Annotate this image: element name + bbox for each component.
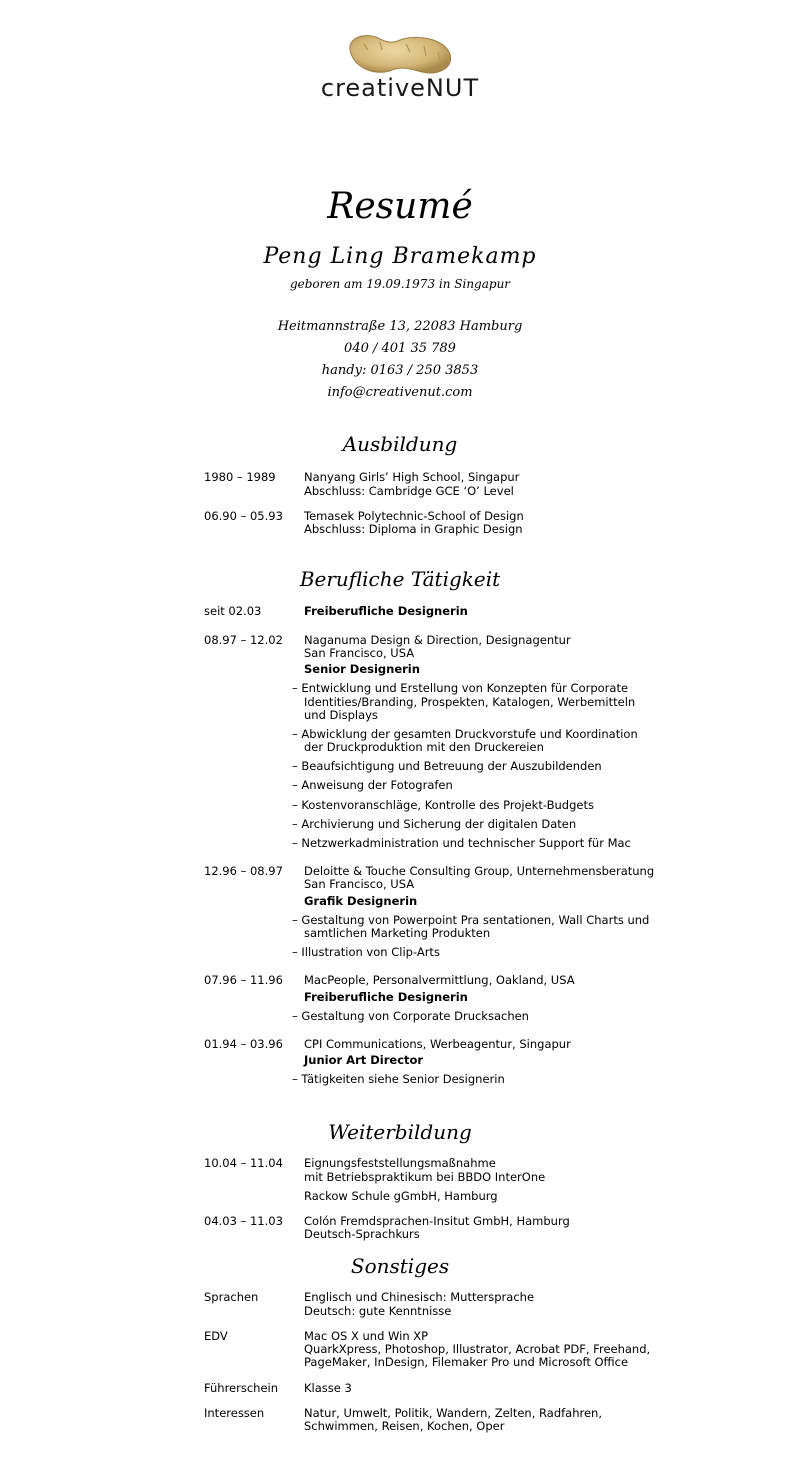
job-title: Grafik Designerin bbox=[304, 894, 418, 908]
entry-date: 01.94 – 03.96 bbox=[204, 1037, 283, 1051]
mobile: handy: 0163 / 250 3853 bbox=[321, 363, 479, 378]
entry-line: Deutsch: gute Kenntnisse bbox=[304, 1304, 452, 1318]
address: Heitmannstraße 13, 22083 Hamburg bbox=[277, 319, 523, 334]
bullet-item: – Tätigkeiten siehe Senior Designerin bbox=[292, 1072, 505, 1086]
bullet-item: – Entwicklung und Erstellung von Konzepten für Corporate bbox=[292, 681, 629, 695]
bullet-item: – Archivierung und Sicherung der digitalen Daten bbox=[292, 817, 577, 831]
entry-line: mit Betriebspraktikum bei BBDO InterOne bbox=[304, 1170, 546, 1184]
entry-label: Führerschein bbox=[204, 1381, 279, 1395]
entry-line: PageMaker, InDesign, Filemaker Pro und Microsoft Office bbox=[304, 1355, 629, 1369]
entry-line: Colón Fremdsprachen-Insitut GmbH, Hamburg bbox=[304, 1214, 570, 1228]
section-heading-weiterbildung: Weiterbildung bbox=[328, 1120, 472, 1144]
logo-wordmark: creativeNUT bbox=[320, 74, 480, 102]
job-title: Senior Designerin bbox=[304, 662, 420, 676]
person-name: Peng Ling Bramekamp bbox=[263, 244, 537, 269]
bullet-item: – Gestaltung von Corporate Drucksachen bbox=[292, 1009, 529, 1023]
bullet-item: – Kostenvoranschläge, Kontrolle des Projekt-Budgets bbox=[292, 798, 594, 812]
entry-line: Temasek Polytechnic-School of Design bbox=[304, 509, 524, 523]
entry-line: CPI Communications, Werbeagentur, Singapur bbox=[304, 1037, 571, 1051]
entry-line: Abschluss: Diploma in Graphic Design bbox=[304, 522, 523, 536]
entry-line: Nanyang Girls’ High School, Singapur bbox=[304, 470, 520, 484]
entry-line: Abschluss: Cambridge GCE ‘O’ Level bbox=[304, 484, 514, 498]
bullet-item: – Anweisung der Fotografen bbox=[292, 778, 453, 792]
entry-line: San Francisco, USA bbox=[304, 646, 415, 660]
entry-line: Schwimmen, Reisen, Kochen, Oper bbox=[304, 1419, 505, 1433]
entry-date: 06.90 – 05.93 bbox=[204, 509, 283, 523]
entry-date: 07.96 – 11.96 bbox=[204, 973, 283, 987]
bullet-item: – Abwicklung der gesamten Druckvorstufe und Koordination bbox=[292, 727, 638, 741]
entry-date: 1980 – 1989 bbox=[204, 470, 276, 484]
job-title: Freiberufliche Designerin bbox=[304, 604, 468, 618]
entry-line: Natur, Umwelt, Politik, Wandern, Zelten, Radfahren, bbox=[304, 1406, 602, 1420]
entry-line: Deloitte & Touche Consulting Group, Unternehmensberatung bbox=[304, 864, 655, 878]
page-title: Resumé bbox=[327, 186, 473, 227]
entry-line: Eignungsfeststellungsmaßnahme bbox=[304, 1156, 496, 1170]
entry-line: QuarkXpress, Photoshop, Illustrator, Acrobat PDF, Freehand, bbox=[304, 1342, 651, 1356]
entry-line: Deutsch-Sprachkurs bbox=[304, 1227, 420, 1241]
phone: 040 / 401 35 789 bbox=[344, 341, 456, 356]
entry-line: San Francisco, USA bbox=[304, 877, 415, 891]
entry-date: seit 02.03 bbox=[204, 604, 262, 618]
entry-date: 12.96 – 08.97 bbox=[204, 864, 283, 878]
email-link[interactable]: info@creativenut.com bbox=[327, 385, 473, 400]
bullet-item: – Beaufsichtigung und Betreuung der Auszubildenden bbox=[292, 759, 602, 773]
entry-label: Interessen bbox=[204, 1406, 265, 1420]
bullet-item: – Netzwerkadministration und technischer Support für Mac bbox=[292, 836, 631, 850]
entry-line: Klasse 3 bbox=[304, 1381, 352, 1395]
section-heading-beruf: Berufliche Tätigkeit bbox=[299, 567, 501, 591]
bullet-item: Identities/Branding, Prospekten, Katalogen, Werbemitteln bbox=[304, 695, 636, 709]
birth-info: geboren am 19.09.1973 in Singapur bbox=[289, 277, 511, 291]
section-heading-sonstiges: Sonstiges bbox=[350, 1254, 450, 1278]
entry-line: MacPeople, Personalvermittlung, Oakland, USA bbox=[304, 973, 575, 987]
bullet-item: – Gestaltung von Powerpoint Pra sentationen, Wall Charts und bbox=[292, 913, 650, 927]
job-title: Junior Art Director bbox=[304, 1053, 424, 1067]
bullet-item: und Displays bbox=[304, 708, 378, 722]
entry-label: Sprachen bbox=[204, 1290, 259, 1304]
entry-line: Englisch und Chinesisch: Muttersprache bbox=[304, 1290, 535, 1304]
entry-line: Rackow Schule gGmbH, Hamburg bbox=[304, 1189, 498, 1203]
bullet-item: – Illustration von Clip-Arts bbox=[292, 945, 440, 959]
entry-label: EDV bbox=[204, 1329, 228, 1343]
entry-date: 10.04 – 11.04 bbox=[204, 1156, 283, 1170]
bullet-item: der Druckproduktion mit den Druckereien bbox=[304, 740, 544, 754]
entry-date: 04.03 – 11.03 bbox=[204, 1214, 283, 1228]
entry-line: Naganuma Design & Direction, Designagentur bbox=[304, 633, 571, 647]
entry-date: 08.97 – 12.02 bbox=[204, 633, 283, 647]
entry-line: Mac OS X und Win XP bbox=[304, 1329, 429, 1343]
job-title: Freiberufliche Designerin bbox=[304, 990, 468, 1004]
bullet-item: samtlichen Marketing Produkten bbox=[304, 926, 491, 940]
section-heading-ausbildung: Ausbildung bbox=[342, 432, 458, 456]
